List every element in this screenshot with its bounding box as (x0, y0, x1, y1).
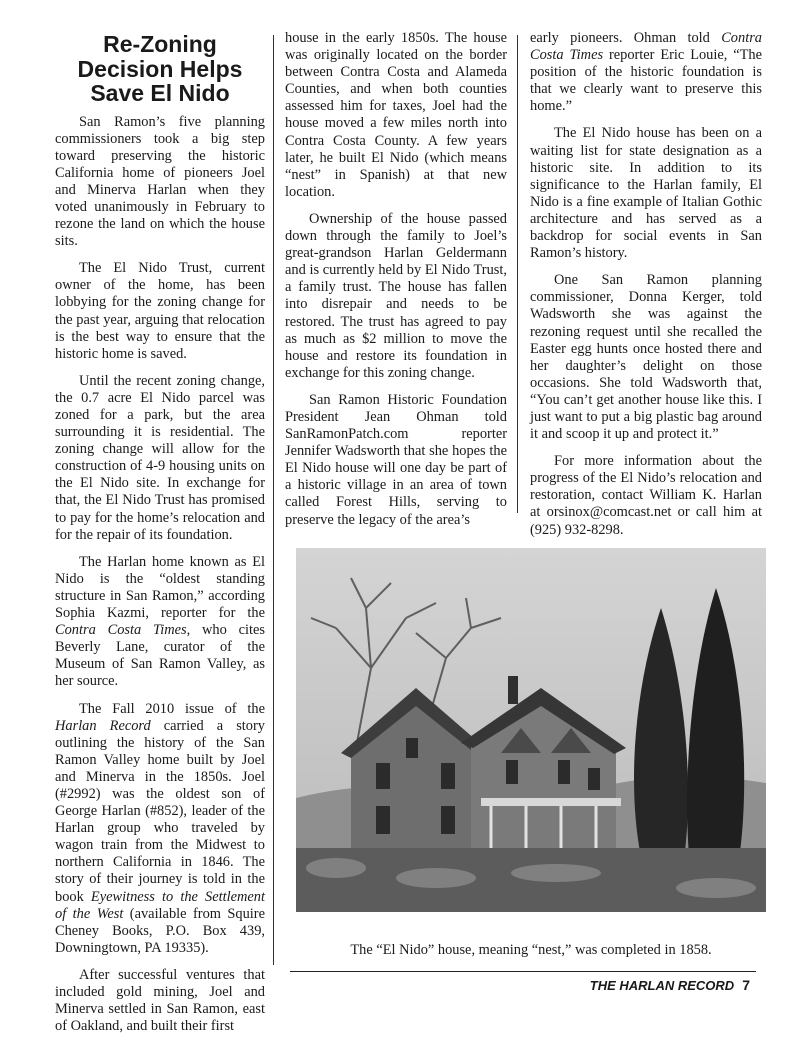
footer-publication: THE HARLAN RECORD (589, 978, 735, 993)
headline-line-2: Decision Helps (77, 55, 243, 82)
article-column-2 (285, 30, 507, 539)
publication-title: Harlan Record (55, 717, 151, 734)
headline-line-3: Save El Nido (90, 80, 230, 106)
paragraph-2: The El Nido Trust, current owner of the home, has been lobbying for the zoning change for the past year, arguing that relocation is the best way to ensure that the historic home is saved. (55, 260, 265, 362)
house-illustration (296, 548, 766, 912)
paragraph-4-text-b: , who cites Beverly Lane, curator of the Museum of San Ramon Valley, as her source. (55, 622, 266, 690)
article-column-3 (530, 30, 762, 549)
paragraph-4-text-a: The Harlan home known as El Nido is the “oldest standing structure in San Ramon,” according Sophia Kazmi, reporter for the (55, 553, 265, 622)
paragraph-10-text-b: reporter Eric Louie, “The position of the historic foundation is that we clearly want to preserve this home.” (530, 47, 762, 115)
paragraph-12: One San Ramon planning commissioner, Donna Kerger, told Wadsworth she was against the rezoning request until she recalled the Easter egg hunts once hosted there and her daughter’s delight on those occasions. She told Wadsworth that, “You can’t get another house like this. I just want to put a big plastic bag around it and scoop it up and protect it.” (530, 272, 762, 443)
book-title: Eyewitness to the Settlement of the West (55, 888, 265, 922)
paragraph-10 (530, 30, 762, 115)
page-number: 7 (742, 977, 750, 993)
page-footer (590, 977, 750, 993)
paragraph-6: After successful ventures that included gold mining, Joel and Minerva settled in San Ramon, east of Oakland, and built their first (55, 966, 265, 1035)
paragraph-4 (55, 554, 265, 691)
paragraph-11: The El Nido house has been on a waiting list for state designation as a historic site. In addition to its significance to the Harlan family, El Nido is a fine example of Italian Gothic architecture and has served as a backdrop for social events in San Ramon’s history. (530, 125, 762, 262)
paragraph-13: For more information about the progress of the El Nido’s relocation and restoration, contact William K. Harlan at orsinox@comcast.net or call him at (925) 932-8298. (530, 453, 762, 538)
headline-line-1: Re-Zoning (103, 31, 217, 57)
paragraph-9: San Ramon Historic Foundation President Jean Ohman told SanRamonPatch.com reporter Jennifer Wadsworth that she hopes the El Nido house will one day be part of a historic village in an area of town called Forest Hills, serving to preserve the legacy of the area’s (285, 391, 507, 528)
paragraph-5-text-c: (available from Squire Cheney Books, P.O. Box 439, Downingtown, PA 19335). (55, 905, 265, 956)
article-headline (55, 32, 265, 106)
newspaper-title: Contra Costa Times (55, 622, 187, 639)
footer-rule (290, 971, 756, 972)
column-divider-1 (273, 35, 274, 965)
newspaper-title: Contra Costa Times (530, 30, 762, 64)
paragraph-5 (55, 701, 265, 957)
paragraph-5-text-b: carried a story outlining the history of the San Ramon Valley home built by Joel and Minerva in the 1850s. Joel (#2992) was the oldest son of George Harlan (#852), leader of the Harlan group who traveled by wagon train from the Midwest to northern California in 1846. The story of their journey is told in the book (55, 717, 265, 905)
paragraph-5-text-a: The Fall 2010 issue of the (79, 700, 265, 717)
article-column-1 (55, 30, 265, 1045)
el-nido-house-photo (296, 548, 766, 912)
photo-caption: The “El Nido” house, meaning “nest,” was completed in 1858. (350, 942, 712, 958)
paragraph-8: Ownership of the house passed down through the family to Joel’s great-grandson Harlan Geldermann and is currently held by El Nido Trust, a family trust. The house has fallen into disrepair and needs to be restored. The trust has agreed to pay as much as $2 million to move the house and restore its foundation in exchange for this zoning change. (285, 210, 507, 381)
paragraph-7: house in the early 1850s. The house was originally located on the border between Contra Costa and Alameda Counties, and when both counties assessed him for taxes, Joel had the house moved a few miles north into Contra Costa County. A few years later, he built El Nido (which means “nest” in Spanish) at that new location. (285, 30, 507, 200)
column-divider-2 (517, 35, 518, 513)
paragraph-1: San Ramon’s five planning commissioners took a big step toward preserving the historic California home of pioneers Joel and Minerva Harlan when they voted unanimously in February to rezone the land on which the house sits. (55, 113, 265, 250)
paragraph-10-text-a: early pioneers. Ohman told (530, 30, 722, 46)
paragraph-3: Until the recent zoning change, the 0.7 acre El Nido parcel was zoned for a park, but the area surrounding it is residential. The zoning change will allow for the construction of 4-9 housing units on the El Nido site. In exchange for that, the El Nido Trust has promised to pay for the home’s relocation and for the repair of its foundation. (55, 372, 265, 543)
